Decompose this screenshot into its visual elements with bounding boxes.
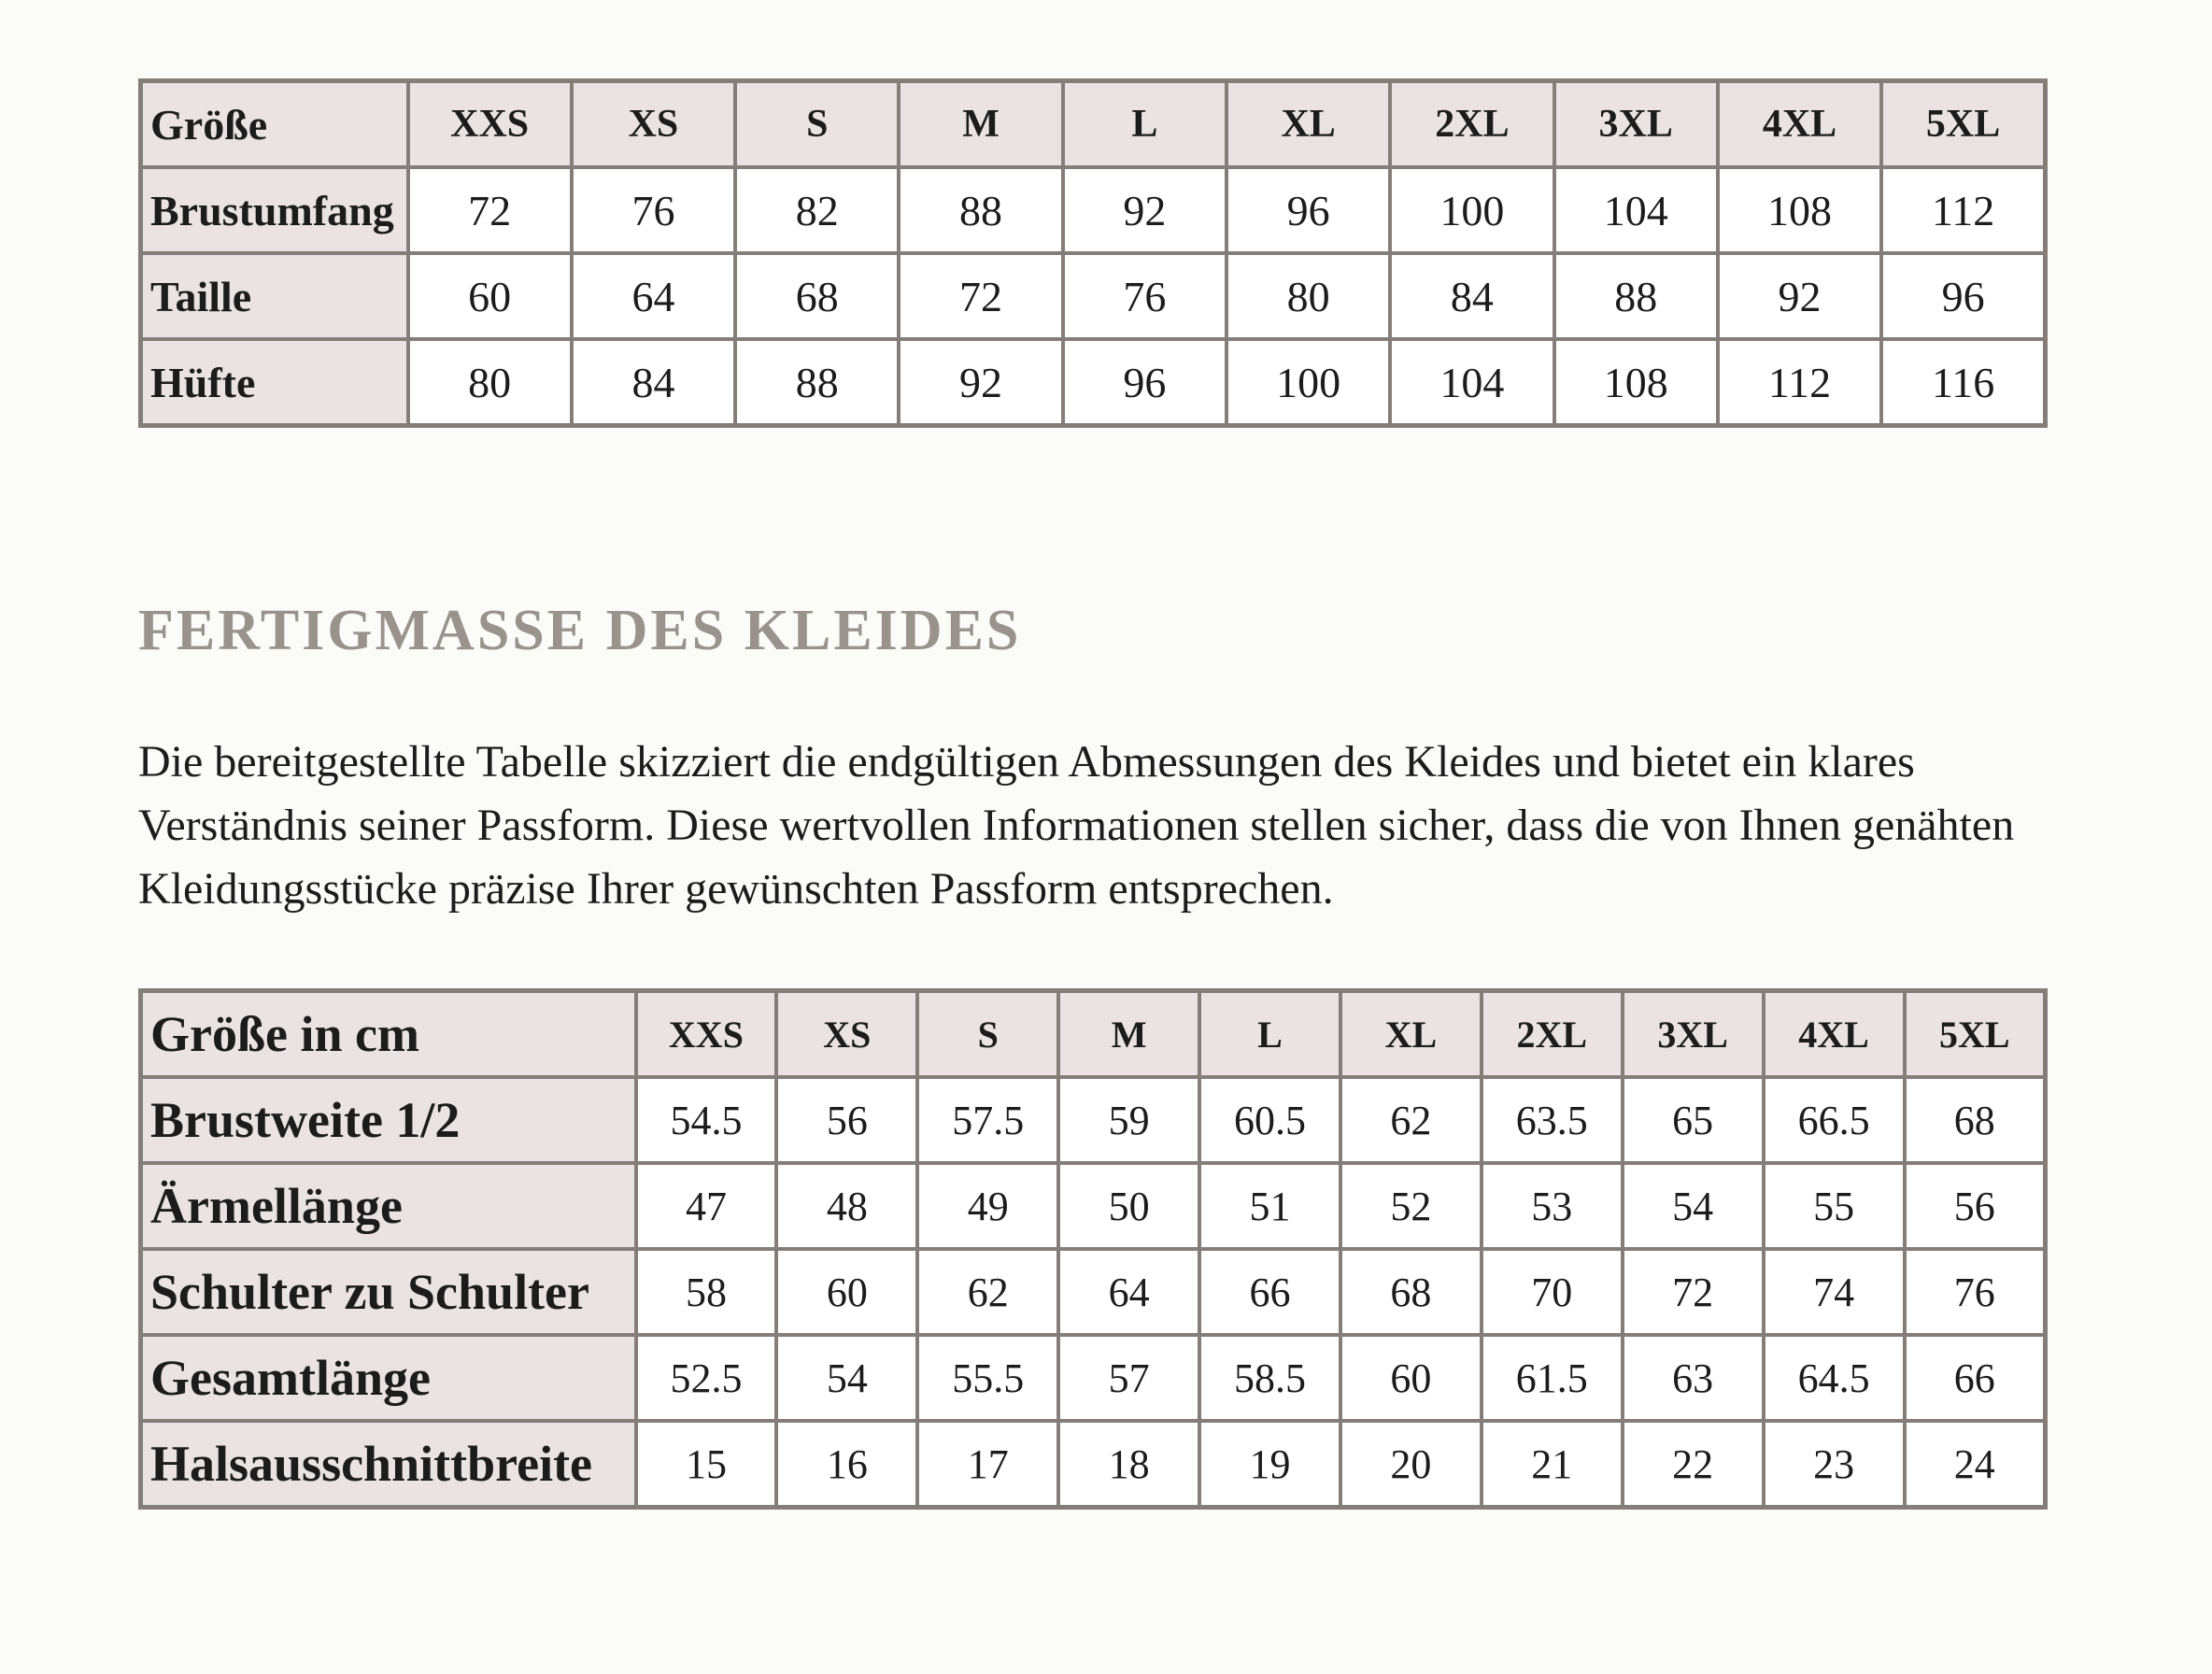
size-header-cell: M (1058, 991, 1199, 1078)
value-cell: 54.5 (636, 1077, 777, 1163)
value-cell: 47 (636, 1163, 777, 1249)
value-cell: 68 (735, 253, 899, 339)
value-cell: 96 (1881, 253, 2045, 339)
value-cell: 80 (1227, 253, 1390, 339)
value-cell: 96 (1227, 167, 1390, 253)
value-cell: 66 (1905, 1335, 2046, 1421)
value-cell: 15 (636, 1421, 777, 1508)
value-cell: 84 (1390, 253, 1553, 339)
value-cell: 100 (1390, 167, 1553, 253)
size-header-cell: S (735, 81, 899, 168)
row-label-cell: Taille (141, 253, 408, 339)
value-cell: 92 (1063, 167, 1227, 253)
size-header-cell: XXS (636, 991, 777, 1078)
value-cell: 48 (776, 1163, 917, 1249)
value-cell: 22 (1623, 1421, 1764, 1508)
value-cell: 52 (1340, 1163, 1482, 1249)
value-cell: 18 (1058, 1421, 1199, 1508)
value-cell: 23 (1764, 1421, 1905, 1508)
value-cell: 51 (1199, 1163, 1340, 1249)
intro-paragraph: Die bereitgestellte Tabelle skizziert die endgültigen Abmessungen des Kleides und bietet ein klares Verständnis seiner Passform. Diese wertvollen Informationen stellen sicher, dass die von Ihnen genähten Kleidungsstücke präzise Ihrer gewünschten Passform entsprechen. (138, 737, 2015, 914)
size-header-cell: 4XL (1718, 81, 1881, 168)
value-cell: 96 (1063, 339, 1227, 426)
table-row (141, 1335, 2046, 1421)
value-cell: 63 (1623, 1335, 1764, 1421)
size-header-cell: L (1063, 81, 1227, 168)
value-cell: 76 (1063, 253, 1227, 339)
value-cell: 53 (1482, 1163, 1623, 1249)
value-cell: 52.5 (636, 1335, 777, 1421)
value-cell: 66 (1199, 1249, 1340, 1335)
table-row (141, 1249, 2046, 1335)
value-cell: 104 (1390, 339, 1553, 426)
size-header-cell: M (899, 81, 1062, 168)
size-header-cell: 2XL (1482, 991, 1623, 1078)
value-cell: 108 (1554, 339, 1718, 426)
value-cell: 72 (408, 167, 572, 253)
value-cell: 17 (917, 1421, 1058, 1508)
header-label-cell: Größe in cm (141, 991, 636, 1078)
value-cell: 54 (776, 1335, 917, 1421)
table-row (141, 167, 2046, 253)
header-row (141, 991, 2046, 1078)
value-cell: 88 (735, 339, 899, 426)
value-cell: 57 (1058, 1335, 1199, 1421)
body-measurements-table (138, 78, 2048, 428)
value-cell: 59 (1058, 1077, 1199, 1163)
table-row (141, 1077, 2046, 1163)
value-cell: 82 (735, 167, 899, 253)
value-cell: 21 (1482, 1421, 1623, 1508)
value-cell: 66.5 (1764, 1077, 1905, 1163)
value-cell: 80 (408, 339, 572, 426)
value-cell: 56 (776, 1077, 917, 1163)
value-cell: 60 (776, 1249, 917, 1335)
value-cell: 64 (1058, 1249, 1199, 1335)
value-cell: 76 (1905, 1249, 2046, 1335)
value-cell: 57.5 (917, 1077, 1058, 1163)
row-label-cell: Brustweite 1/2 (141, 1077, 636, 1163)
value-cell: 24 (1905, 1421, 2046, 1508)
value-cell: 72 (899, 253, 1062, 339)
size-header-cell: XS (776, 991, 917, 1078)
table-row (141, 1421, 2046, 1508)
value-cell: 64 (572, 253, 735, 339)
value-cell: 116 (1881, 339, 2045, 426)
value-cell: 68 (1340, 1249, 1482, 1335)
value-cell: 50 (1058, 1163, 1199, 1249)
value-cell: 16 (776, 1421, 917, 1508)
value-cell: 64.5 (1764, 1335, 1905, 1421)
row-label-cell: Gesamtlänge (141, 1335, 636, 1421)
header-row (141, 81, 2046, 168)
row-label-cell: Hüfte (141, 339, 408, 426)
value-cell: 74 (1764, 1249, 1905, 1335)
size-header-cell: 3XL (1554, 81, 1718, 168)
value-cell: 70 (1482, 1249, 1623, 1335)
value-cell: 58.5 (1199, 1335, 1340, 1421)
size-header-cell: S (917, 991, 1058, 1078)
value-cell: 60 (408, 253, 572, 339)
value-cell: 55.5 (917, 1335, 1058, 1421)
value-cell: 60 (1340, 1335, 1482, 1421)
value-cell: 108 (1718, 167, 1881, 253)
size-header-cell: 3XL (1623, 991, 1764, 1078)
table-row (141, 1163, 2046, 1249)
row-label-cell: Brustumfang (141, 167, 408, 253)
value-cell: 65 (1623, 1077, 1764, 1163)
size-header-cell: 5XL (1905, 991, 2046, 1078)
value-cell: 68 (1905, 1077, 2046, 1163)
value-cell: 56 (1905, 1163, 2046, 1249)
value-cell: 61.5 (1482, 1335, 1623, 1421)
value-cell: 54 (1623, 1163, 1764, 1249)
size-header-cell: 5XL (1881, 81, 2045, 168)
table-row (141, 339, 2046, 426)
value-cell: 88 (1554, 253, 1718, 339)
value-cell: 62 (1340, 1077, 1482, 1163)
row-label-cell: Schulter zu Schulter (141, 1249, 636, 1335)
value-cell: 60.5 (1199, 1077, 1340, 1163)
value-cell: 88 (899, 167, 1062, 253)
value-cell: 92 (899, 339, 1062, 426)
value-cell: 49 (917, 1163, 1058, 1249)
size-header-cell: XL (1340, 991, 1482, 1078)
table-row (141, 253, 2046, 339)
value-cell: 55 (1764, 1163, 1905, 1249)
size-header-cell: 2XL (1390, 81, 1553, 168)
section-title: FERTIGMASSE DES KLEIDES (138, 599, 1022, 662)
row-label-cell: Halsausschnittbreite (141, 1421, 636, 1508)
size-header-cell: XL (1227, 81, 1390, 168)
size-header-cell: 4XL (1764, 991, 1905, 1078)
finished-measurements-table (138, 988, 2048, 1510)
row-label-cell: Ärmellänge (141, 1163, 636, 1249)
value-cell: 62 (917, 1249, 1058, 1335)
value-cell: 72 (1623, 1249, 1764, 1335)
value-cell: 20 (1340, 1421, 1482, 1508)
size-header-cell: L (1199, 991, 1340, 1078)
value-cell: 58 (636, 1249, 777, 1335)
value-cell: 104 (1554, 167, 1718, 253)
size-header-cell: XS (572, 81, 735, 168)
value-cell: 63.5 (1482, 1077, 1623, 1163)
value-cell: 19 (1199, 1421, 1340, 1508)
value-cell: 84 (572, 339, 735, 426)
value-cell: 112 (1881, 167, 2045, 253)
header-label-cell: Größe (141, 81, 408, 168)
value-cell: 76 (572, 167, 735, 253)
value-cell: 92 (1718, 253, 1881, 339)
size-header-cell: XXS (408, 81, 572, 168)
value-cell: 100 (1227, 339, 1390, 426)
value-cell: 112 (1718, 339, 1881, 426)
